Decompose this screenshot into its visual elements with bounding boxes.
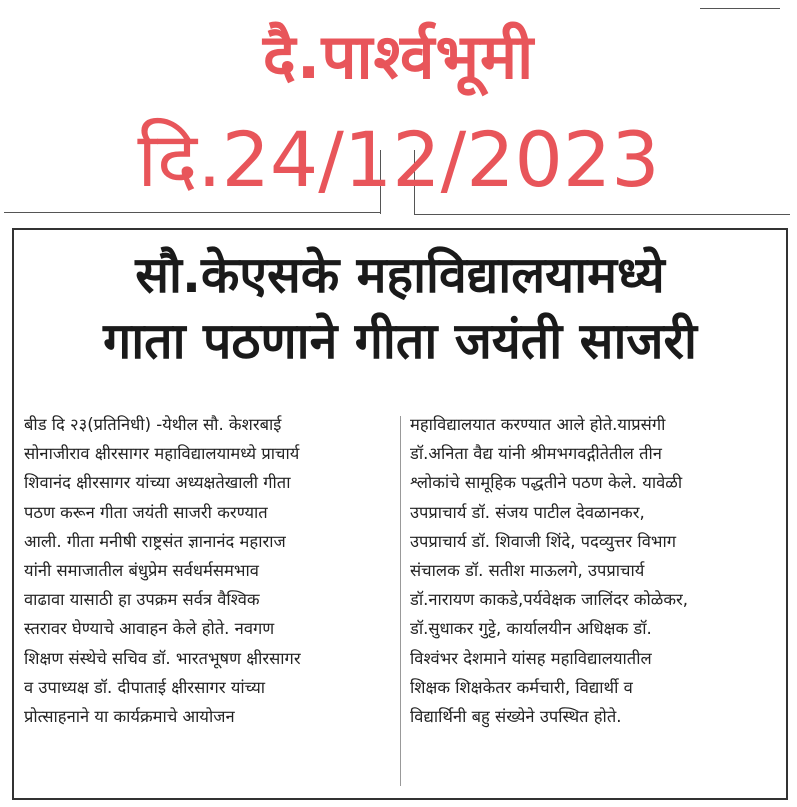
- news-article: [12, 228, 788, 800]
- text-line: स्तरावर घेण्याचे आवाहन केले होते. नवगण: [24, 619, 275, 639]
- text-line: प्रोत्साहनाने या कार्यक्रमाचे आयोजन: [24, 707, 235, 727]
- text-line: महाविद्यालयात करण्यात आले होते.याप्रसंगी: [410, 415, 666, 434]
- text-line: सोनाजीराव क्षीरसागर महाविद्यालयामध्ये प्राचार्य: [24, 444, 300, 464]
- text-line: संचालक डॉ. सतीश माऊलगे, उपप्राचार्य: [410, 561, 645, 581]
- article-headline: [14, 242, 786, 374]
- text-line: उपप्राचार्य डॉ. शिवाजी शिंदे, पदव्युत्तर विभाग: [410, 531, 677, 551]
- text-line: यांनी समाजातील बंधुप्रेम सर्वधर्मसमभाव: [24, 561, 259, 581]
- text-line: वाढावा यासाठी हा उपक्रम सर्वत्र वैश्विक: [24, 590, 260, 610]
- newspaper-name: दै.पार्श्वभूमी: [262, 20, 535, 93]
- article-column-right: [410, 410, 778, 731]
- column-divider: [400, 416, 401, 786]
- text-line: शिक्षक शिक्षकेतर कर्मचारी, विद्यार्थी व: [410, 677, 633, 697]
- text-line: शिक्षण संस्थेचे सचिव डॉ. भारतभूषण क्षीरसागर: [24, 648, 301, 668]
- text-line: पठण करून गीता जयंती साजरी करण्यात: [24, 502, 268, 522]
- text-line: आली. गीता मनीषी राष्ट्रसंत ज्ञानानंद महाराज: [24, 531, 286, 551]
- text-line: डॉ.नारायण काकडे,पर्यवेक्षक जालिंदर कोळेकर,: [410, 590, 688, 610]
- text-line: बीड दि २३(प्रतिनिधी) -येथील सौ. केशरबाई: [24, 415, 282, 434]
- text-line: विद्यार्थिनी बहु संख्येने उपस्थित होते.: [410, 707, 622, 727]
- text-line: उपप्राचार्य डॉ. संजय पाटील देवळानकर,: [410, 502, 645, 522]
- text-line: डॉ.अनिता वैद्य यांनी श्रीमभगवद्गीतेतील तीन: [410, 444, 662, 464]
- text-line: विश्वंभर देशमाने यांसह महाविद्यालयातील: [410, 648, 652, 668]
- text-line: व उपाध्यक्ष डॉ. दीपाताई क्षीरसागर यांच्या: [24, 677, 266, 697]
- publication-date: दि.24/12/2023: [137, 115, 660, 204]
- headline-line-2: गाता पठणाने गीता जयंती साजरी: [103, 312, 697, 370]
- text-line: डॉ.सुधाकर गुट्टे, कार्यालयीन अधिक्षक डॉ.: [410, 619, 652, 639]
- headline-line-1: सौ.केएसके महाविद्यालयामध्ये: [135, 246, 665, 304]
- masthead: [0, 0, 797, 215]
- text-line: श्लोकांचे सामूहिक पद्धतीने पठण केले. यावेळी: [410, 473, 683, 493]
- text-line: शिवानंद क्षीरसागर यांच्या अध्यक्षतेखाली गीता: [24, 473, 291, 493]
- article-column-left: [24, 410, 392, 731]
